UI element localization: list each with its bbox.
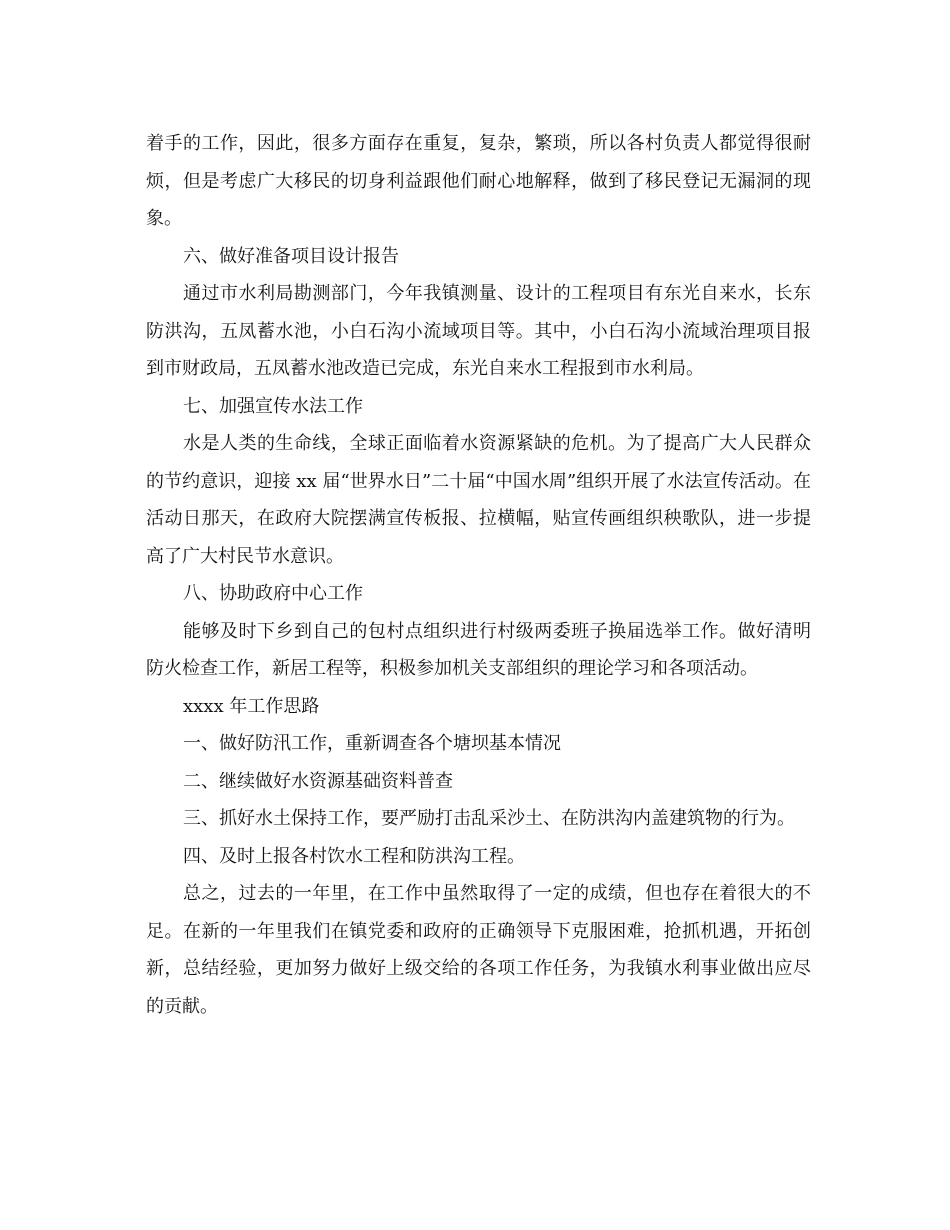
paragraph: 水是人类的生命线，全球正面临着水资源紧缺的危机。为了提高广大人民群众的节约意识，迎接 xx 届“世界水日”二十届“中国水周”组织开展了水法宣传活动。在活动日那天，在政府大院摆满宣传板报、拉横幅，贴宣传画组织秧歌队，进一步提高了广大村民节水意识。 xyxy=(146,433,811,567)
paragraph: 能够及时下乡到自己的包村点组织进行村级两委班子换届选举工作。做好清明防火检查工作，新居工程等，积极参加机关支部组织的理论学习和各项活动。 xyxy=(146,620,811,679)
plan-item-four: 四、及时上报各村饮水工程和防洪沟工程。 xyxy=(183,845,525,867)
work-plan-heading: xxxx 年工作思路 xyxy=(183,695,320,717)
section-heading-six: 六、做好准备项目设计报告 xyxy=(183,245,399,267)
document-body xyxy=(146,125,811,1025)
paragraph-continued: 着手的工作，因此，很多方面存在重复，复杂，繁琐，所以各村负责人都觉得很耐烦，但是考虑广大移民的切身利益跟他们耐心地解释，做到了移民登记无漏洞的现象。 xyxy=(146,133,811,229)
plan-item-two: 二、继续做好水资源基础资料普查 xyxy=(183,770,453,792)
conclusion-paragraph: 总之，过去的一年里，在工作中虽然取得了一定的成绩，但也存在着很大的不足。在新的一年里我们在镇党委和政府的正确领导下克服困难，抢抓机遇，开拓创新，总结经验，更加努力做好上级交给的各项工作任务，为我镇水利事业做出应尽的贡献。 xyxy=(146,883,811,1017)
plan-item-one: 一、做好防汛工作，重新调查各个塘坝基本情况 xyxy=(183,733,561,754)
section-heading-eight: 八、协助政府中心工作 xyxy=(183,583,363,604)
paragraph: 通过市水利局勘测部门，今年我镇测量、设计的工程项目有东光自来水，长东防洪沟，五凤蓄水池，小白石沟小流域项目等。其中，小白石沟小流域治理项目报到市财政局，五凤蓄水池改造已完成，东光自来水工程报到市水利局。 xyxy=(146,283,811,379)
section-heading-seven: 七、加强宣传水法工作 xyxy=(183,395,363,417)
plan-item-three: 三、抓好水土保持工作，要严励打击乱采沙土、在防洪沟内盖建筑物的行为。 xyxy=(183,808,795,829)
